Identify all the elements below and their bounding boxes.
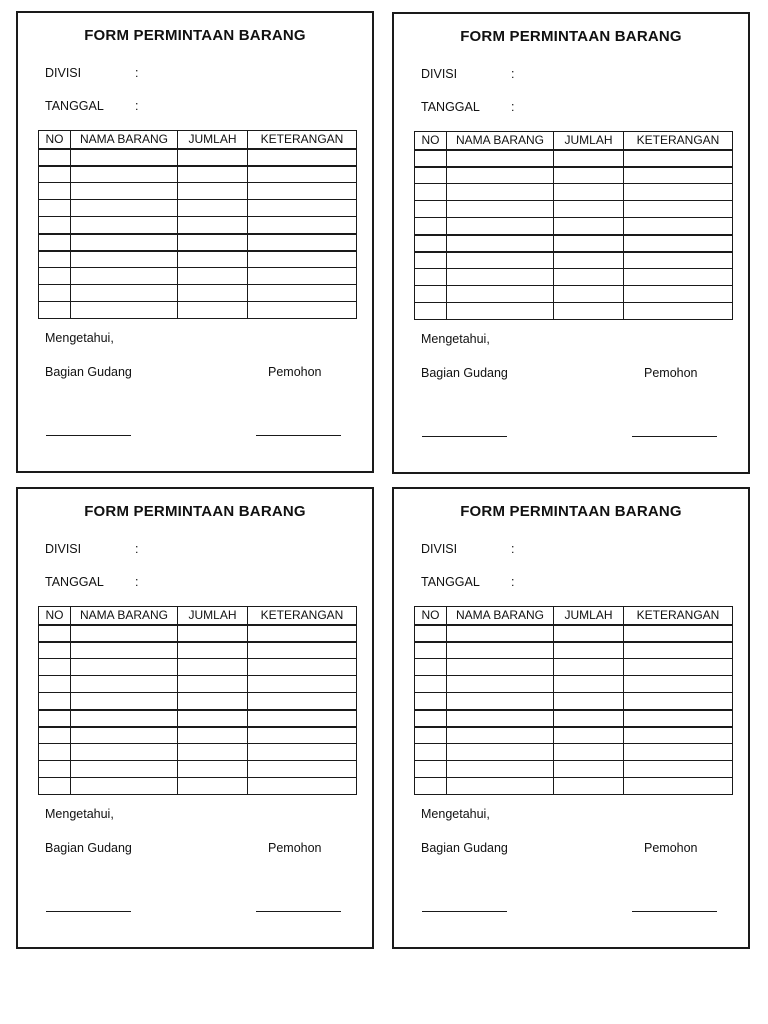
table-cell	[554, 659, 624, 676]
column-header-keterangan: KETERANGAN	[624, 607, 733, 625]
divisi-label: DIVISI	[421, 67, 458, 81]
table-row	[415, 252, 733, 269]
table-cell	[554, 761, 624, 778]
requester-signature-line	[256, 435, 341, 436]
table-cell	[554, 693, 624, 710]
warehouse-signature-line	[422, 436, 507, 437]
table-cell	[71, 268, 178, 285]
warehouse-signatory-label: Bagian Gudang	[45, 365, 132, 379]
table-cell	[554, 218, 624, 235]
warehouse-signatory-label: Bagian Gudang	[421, 841, 508, 855]
table-row	[39, 676, 357, 693]
divisi-label: DIVISI	[45, 542, 82, 556]
request-form-sheet	[16, 487, 374, 949]
table-cell	[39, 183, 71, 200]
table-cell	[39, 676, 71, 693]
items-table	[414, 606, 733, 795]
table-cell	[178, 710, 248, 727]
column-header-nama-barang: NAMA BARANG	[447, 607, 554, 625]
table-cell	[415, 201, 447, 218]
table-cell	[447, 642, 554, 659]
divisi-colon: :	[135, 542, 139, 556]
acknowledged-label: Mengetahui,	[45, 807, 114, 821]
table-cell	[178, 217, 248, 234]
table-row	[39, 166, 357, 183]
tanggal-colon: :	[135, 575, 139, 589]
table-cell	[39, 642, 71, 659]
form-title: FORM PERMINTAAN BARANG	[460, 503, 682, 520]
table-cell	[178, 659, 248, 676]
table-cell	[71, 659, 178, 676]
table-cell	[178, 778, 248, 795]
table-row	[415, 744, 733, 761]
table-cell	[624, 642, 733, 659]
column-header-nama-barang: NAMA BARANG	[71, 607, 178, 625]
table-cell	[71, 149, 178, 166]
table-row	[39, 200, 357, 217]
table-row	[39, 693, 357, 710]
table-cell	[71, 727, 178, 744]
table-header-row	[39, 131, 357, 149]
table-cell	[447, 167, 554, 184]
form-title: FORM PERMINTAAN BARANG	[84, 27, 306, 44]
table-cell	[178, 727, 248, 744]
warehouse-signatory-label: Bagian Gudang	[45, 841, 132, 855]
table-cell	[554, 642, 624, 659]
requester-signatory-label: Pemohon	[268, 365, 322, 379]
table-cell	[554, 252, 624, 269]
column-header-nama-barang: NAMA BARANG	[71, 131, 178, 149]
table-row	[39, 285, 357, 302]
table-cell	[624, 710, 733, 727]
table-cell	[39, 727, 71, 744]
table-cell	[624, 744, 733, 761]
tanggal-colon: :	[135, 99, 139, 113]
table-row	[415, 184, 733, 201]
table-cell	[71, 778, 178, 795]
table-row	[415, 150, 733, 167]
table-row	[415, 727, 733, 744]
table-row	[415, 710, 733, 727]
table-body	[39, 625, 357, 795]
table-cell	[447, 710, 554, 727]
requester-signature-line	[632, 436, 717, 437]
table-cell	[71, 744, 178, 761]
table-cell	[415, 625, 447, 642]
table-row	[415, 676, 733, 693]
table-cell	[248, 251, 357, 268]
requester-signatory-label: Pemohon	[644, 841, 698, 855]
table-cell	[415, 269, 447, 286]
divisi-colon: :	[511, 542, 515, 556]
items-table	[38, 606, 357, 795]
table-row	[39, 149, 357, 166]
tanggal-label: TANGGAL	[45, 575, 104, 589]
items-table	[38, 130, 357, 319]
table-cell	[71, 625, 178, 642]
table-cell	[624, 676, 733, 693]
table-cell	[554, 201, 624, 218]
table-row	[415, 201, 733, 218]
table-cell	[554, 303, 624, 320]
column-header-jumlah: JUMLAH	[554, 607, 624, 625]
table-cell	[554, 286, 624, 303]
table-cell	[447, 761, 554, 778]
acknowledged-label: Mengetahui,	[421, 807, 490, 821]
table-cell	[178, 676, 248, 693]
table-row	[415, 286, 733, 303]
table-cell	[554, 625, 624, 642]
table-cell	[39, 200, 71, 217]
table-cell	[447, 269, 554, 286]
table-cell	[447, 184, 554, 201]
table-cell	[248, 268, 357, 285]
table-row	[415, 218, 733, 235]
table-cell	[71, 200, 178, 217]
table-body	[39, 149, 357, 319]
table-cell	[39, 744, 71, 761]
form-title: FORM PERMINTAAN BARANG	[460, 28, 682, 45]
requester-signatory-label: Pemohon	[644, 366, 698, 380]
table-cell	[415, 761, 447, 778]
table-cell	[415, 167, 447, 184]
table-cell	[248, 149, 357, 166]
table-cell	[71, 676, 178, 693]
table-cell	[415, 642, 447, 659]
table-cell	[248, 710, 357, 727]
table-cell	[415, 184, 447, 201]
table-cell	[447, 286, 554, 303]
table-row	[39, 234, 357, 251]
table-cell	[624, 252, 733, 269]
request-form-sheet	[16, 11, 374, 473]
table-cell	[39, 625, 71, 642]
request-form-sheet	[392, 487, 750, 949]
table-row	[415, 625, 733, 642]
table-cell	[447, 252, 554, 269]
table-cell	[624, 150, 733, 167]
table-cell	[39, 149, 71, 166]
table-cell	[39, 268, 71, 285]
table-cell	[71, 710, 178, 727]
tanggal-label: TANGGAL	[421, 100, 480, 114]
table-cell	[624, 693, 733, 710]
table-cell	[71, 761, 178, 778]
column-header-keterangan: KETERANGAN	[248, 607, 357, 625]
table-row	[39, 727, 357, 744]
table-cell	[248, 676, 357, 693]
table-cell	[178, 166, 248, 183]
table-cell	[415, 218, 447, 235]
table-row	[415, 761, 733, 778]
warehouse-signature-line	[46, 911, 131, 912]
column-header-no: NO	[415, 132, 447, 150]
table-cell	[71, 217, 178, 234]
table-cell	[624, 727, 733, 744]
table-row	[39, 251, 357, 268]
table-cell	[447, 693, 554, 710]
table-cell	[248, 642, 357, 659]
table-header-row	[39, 607, 357, 625]
table-cell	[178, 234, 248, 251]
divisi-label: DIVISI	[45, 66, 82, 80]
table-row	[415, 167, 733, 184]
table-cell	[178, 642, 248, 659]
table-row	[39, 183, 357, 200]
table-cell	[554, 727, 624, 744]
table-cell	[248, 285, 357, 302]
divisi-label: DIVISI	[421, 542, 458, 556]
table-cell	[624, 218, 733, 235]
table-cell	[554, 269, 624, 286]
table-cell	[447, 218, 554, 235]
table-cell	[178, 302, 248, 319]
table-cell	[178, 625, 248, 642]
table-header-row	[415, 132, 733, 150]
divisi-colon: :	[135, 66, 139, 80]
table-cell	[248, 625, 357, 642]
table-cell	[554, 167, 624, 184]
column-header-jumlah: JUMLAH	[178, 131, 248, 149]
tanggal-label: TANGGAL	[421, 575, 480, 589]
table-row	[39, 744, 357, 761]
table-cell	[415, 710, 447, 727]
warehouse-signature-line	[46, 435, 131, 436]
table-cell	[39, 302, 71, 319]
table-cell	[447, 676, 554, 693]
table-cell	[39, 166, 71, 183]
table-cell	[178, 149, 248, 166]
column-header-no: NO	[39, 131, 71, 149]
table-cell	[248, 200, 357, 217]
table-cell	[248, 778, 357, 795]
table-cell	[415, 693, 447, 710]
table-cell	[624, 286, 733, 303]
table-cell	[447, 778, 554, 795]
table-cell	[39, 251, 71, 268]
table-cell	[39, 285, 71, 302]
acknowledged-label: Mengetahui,	[45, 331, 114, 345]
table-cell	[178, 200, 248, 217]
table-cell	[248, 166, 357, 183]
table-cell	[554, 710, 624, 727]
table-cell	[624, 761, 733, 778]
table-cell	[415, 744, 447, 761]
table-cell	[554, 235, 624, 252]
table-cell	[39, 234, 71, 251]
table-cell	[415, 778, 447, 795]
column-header-jumlah: JUMLAH	[554, 132, 624, 150]
request-form-sheet	[392, 12, 750, 474]
table-row	[39, 217, 357, 234]
table-cell	[71, 285, 178, 302]
table-cell	[178, 744, 248, 761]
table-cell	[554, 184, 624, 201]
table-cell	[71, 234, 178, 251]
table-cell	[415, 727, 447, 744]
table-cell	[415, 235, 447, 252]
table-cell	[447, 235, 554, 252]
table-row	[39, 302, 357, 319]
table-body	[415, 625, 733, 795]
table-cell	[71, 642, 178, 659]
table-cell	[415, 150, 447, 167]
table-cell	[415, 286, 447, 303]
table-cell	[624, 269, 733, 286]
table-cell	[248, 744, 357, 761]
table-row	[39, 625, 357, 642]
table-cell	[248, 183, 357, 200]
table-row	[39, 710, 357, 727]
table-cell	[554, 744, 624, 761]
table-cell	[624, 235, 733, 252]
requester-signatory-label: Pemohon	[268, 841, 322, 855]
table-cell	[248, 217, 357, 234]
table-cell	[248, 234, 357, 251]
tanggal-colon: :	[511, 575, 515, 589]
table-row	[415, 269, 733, 286]
table-cell	[248, 761, 357, 778]
tanggal-label: TANGGAL	[45, 99, 104, 113]
table-cell	[71, 693, 178, 710]
table-cell	[178, 761, 248, 778]
table-row	[39, 268, 357, 285]
divisi-colon: :	[511, 67, 515, 81]
table-cell	[39, 693, 71, 710]
table-cell	[39, 778, 71, 795]
table-cell	[178, 183, 248, 200]
column-header-nama-barang: NAMA BARANG	[447, 132, 554, 150]
table-cell	[178, 268, 248, 285]
table-cell	[624, 659, 733, 676]
column-header-jumlah: JUMLAH	[178, 607, 248, 625]
column-header-keterangan: KETERANGAN	[248, 131, 357, 149]
table-cell	[554, 778, 624, 795]
table-cell	[624, 184, 733, 201]
column-header-no: NO	[415, 607, 447, 625]
table-cell	[624, 201, 733, 218]
table-cell	[415, 659, 447, 676]
table-cell	[624, 778, 733, 795]
table-cell	[178, 251, 248, 268]
table-cell	[71, 166, 178, 183]
table-cell	[248, 659, 357, 676]
table-cell	[178, 693, 248, 710]
table-row	[39, 761, 357, 778]
items-table	[414, 131, 733, 320]
table-row	[415, 642, 733, 659]
table-cell	[447, 201, 554, 218]
acknowledged-label: Mengetahui,	[421, 332, 490, 346]
table-header-row	[415, 607, 733, 625]
table-cell	[248, 693, 357, 710]
requester-signature-line	[632, 911, 717, 912]
table-cell	[415, 252, 447, 269]
table-cell	[39, 710, 71, 727]
table-cell	[39, 659, 71, 676]
table-cell	[415, 303, 447, 320]
table-cell	[624, 303, 733, 320]
form-title: FORM PERMINTAAN BARANG	[84, 503, 306, 520]
table-cell	[447, 303, 554, 320]
table-cell	[447, 727, 554, 744]
table-cell	[39, 217, 71, 234]
table-cell	[447, 659, 554, 676]
table-cell	[554, 150, 624, 167]
warehouse-signature-line	[422, 911, 507, 912]
table-cell	[248, 727, 357, 744]
table-cell	[447, 625, 554, 642]
requester-signature-line	[256, 911, 341, 912]
column-header-no: NO	[39, 607, 71, 625]
warehouse-signatory-label: Bagian Gudang	[421, 366, 508, 380]
table-cell	[554, 676, 624, 693]
table-row	[415, 693, 733, 710]
table-cell	[624, 167, 733, 184]
table-cell	[71, 183, 178, 200]
table-row	[415, 303, 733, 320]
tanggal-colon: :	[511, 100, 515, 114]
column-header-keterangan: KETERANGAN	[624, 132, 733, 150]
table-cell	[447, 744, 554, 761]
table-cell	[415, 676, 447, 693]
table-row	[39, 778, 357, 795]
table-cell	[447, 150, 554, 167]
table-cell	[178, 285, 248, 302]
table-cell	[71, 251, 178, 268]
table-row	[39, 642, 357, 659]
table-row	[415, 659, 733, 676]
table-cell	[248, 302, 357, 319]
table-row	[39, 659, 357, 676]
table-body	[415, 150, 733, 320]
table-cell	[624, 625, 733, 642]
table-cell	[39, 761, 71, 778]
table-row	[415, 235, 733, 252]
table-cell	[71, 302, 178, 319]
table-row	[415, 778, 733, 795]
